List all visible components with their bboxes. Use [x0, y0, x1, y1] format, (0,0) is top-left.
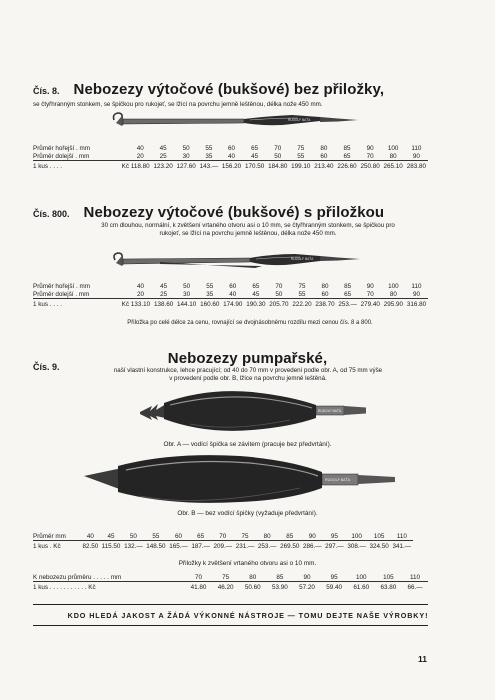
- table-cell: 90: [366, 144, 374, 152]
- extension-dia-label: K nebozezu průměru . . . . . mm: [33, 573, 122, 581]
- price-cell: 187.—: [190, 541, 212, 552]
- table-cell: 25: [159, 152, 167, 160]
- table-cell: 90: [412, 290, 420, 298]
- table-cell: 60: [321, 290, 329, 298]
- price-cell: 148.50: [144, 541, 167, 552]
- extension-spec-table: [33, 573, 428, 592]
- price-cell: 238.70: [314, 299, 337, 310]
- table-cell: 80: [320, 144, 328, 152]
- price-cell: 222.20: [290, 299, 313, 310]
- caption-a: Obr. A — vodící špička se závitem (pracuje bez předvrtání).: [163, 441, 332, 448]
- auger-a-stamp: RUDOLF BAŤA: [318, 409, 342, 413]
- price-cell: 63.80: [375, 582, 402, 593]
- table-cell: 65: [343, 152, 351, 160]
- table-cell: 110: [396, 532, 407, 540]
- table-cell: 60: [228, 144, 236, 152]
- price-cell: 209.—: [212, 541, 234, 552]
- table-cell: 25: [160, 290, 168, 298]
- extension-price-label: 1 kus . . . . . . . . . . . Kč: [33, 582, 185, 593]
- table-cell: 65: [197, 532, 205, 540]
- price-cell: 156.20: [220, 161, 243, 172]
- table-cell: 70: [275, 282, 283, 290]
- table-cell: 90: [303, 573, 311, 581]
- table-cell: 80: [389, 290, 397, 298]
- price-cell: 170.50: [243, 161, 266, 172]
- table-cell: 55: [206, 282, 214, 290]
- table-cell: 75: [297, 144, 305, 152]
- price-cell: 199.10: [289, 161, 312, 172]
- table-cell: 75: [298, 282, 306, 290]
- table-cell: 110: [411, 282, 422, 290]
- price-cell: 308.—: [346, 541, 368, 552]
- section2-desc-line2: rukojeť, se lžící na povrchu jemně leštěnou, délka nože 450 mm.: [159, 230, 337, 238]
- section2-title: Nebozezy výtočové (bukšové) s přiložkou: [83, 204, 385, 221]
- table-cell: 55: [298, 290, 306, 298]
- table-cell: 90: [308, 532, 316, 540]
- price-cell: 265.10: [382, 161, 405, 172]
- table-cell: 110: [411, 144, 422, 152]
- table-cell: 40: [229, 290, 237, 298]
- table-cell: 95: [330, 573, 338, 581]
- price-cell: 250.80: [359, 161, 382, 172]
- price-cell: 59.40: [321, 582, 348, 593]
- price-cell: 253.—: [256, 541, 278, 552]
- footer-slogan: KDO HLEDÁ JAKOST A ŽÁDÁ VÝKONNÉ NÁSTROJE — TOMU DEJTE NAŠE VÝROBKY!: [67, 611, 429, 620]
- table-cell: 85: [276, 573, 284, 581]
- section3-title: Nebozezy pumpařské,: [167, 350, 328, 367]
- table-cell: 85: [344, 282, 352, 290]
- price-label-text: 1 kus . . . .: [33, 163, 63, 170]
- table-cell: 65: [252, 282, 260, 290]
- table-cell: 45: [159, 144, 167, 152]
- section2-note: Přiložka po celé délce za cenu, rovnající se dvojnásobnému rozdílu mezi cenou čís. 8 a 800.: [127, 320, 373, 326]
- section1-tool-stamp: RUDOLF BAŤA: [288, 118, 311, 122]
- table-cell: 105: [373, 532, 385, 540]
- price-cell: 160.60: [198, 299, 221, 310]
- table-cell: 45: [251, 152, 259, 160]
- price-cell: 226.60: [335, 161, 358, 172]
- price-label-text: 1 kus . . . .: [33, 301, 63, 308]
- table-cell: 55: [297, 152, 305, 160]
- price-cell: 143.—: [198, 161, 220, 172]
- auger-b-stamp: RUDOLF BAŤA: [325, 478, 351, 482]
- section1-lower-label: Průměr dolejší . mm: [33, 152, 90, 160]
- table-cell: 50: [183, 282, 191, 290]
- table-cell: 45: [252, 290, 260, 298]
- page-number: 11: [418, 654, 427, 664]
- section3-desc-line2: v provedení podle obr. B, lžíce na povrchu jemně leštěná.: [169, 375, 327, 383]
- price-cell: 213.40: [312, 161, 335, 172]
- price-cell: 279.40: [359, 299, 382, 310]
- section3-spec-table: [33, 532, 413, 551]
- table-cell: 110: [409, 573, 421, 581]
- table-cell: 85: [286, 532, 294, 540]
- price-cell: 66.—: [402, 582, 428, 593]
- price-cell: 61.60: [348, 582, 375, 593]
- price-cell: 231.—: [234, 541, 256, 552]
- table-cell: 80: [263, 532, 271, 540]
- table-cell: 55: [205, 144, 213, 152]
- price-cell: 269.50: [278, 541, 301, 552]
- table-cell: 95: [330, 532, 338, 540]
- price-cell: 324.50: [368, 541, 391, 552]
- price-cell: 316.80: [405, 299, 428, 310]
- section3-price-row: [33, 541, 413, 552]
- table-cell: 80: [321, 282, 329, 290]
- table-cell: 65: [344, 290, 352, 298]
- section3-desc-line1: naší vlastní konstrukce, lehce pracující; od 40 do 70 mm v provedení podle obr. A, od 75 mm výše: [113, 367, 383, 374]
- section3-dia-label: Průměr mm: [33, 532, 66, 540]
- section2-lower-label: Průměr dolejší . mm: [33, 290, 90, 298]
- section1-number: Čís. 8.: [33, 86, 60, 96]
- table-cell: 80: [249, 573, 257, 581]
- price-cell: 41.80: [185, 582, 212, 593]
- section3-diameter-row: [33, 532, 413, 541]
- table-cell: 20: [136, 152, 144, 160]
- price-cell: 57.20: [294, 582, 321, 593]
- table-cell: 50: [275, 290, 283, 298]
- table-cell: 45: [160, 282, 168, 290]
- table-cell: 50: [274, 152, 282, 160]
- section2-tool-stamp: RUDOLF BAŤA: [291, 257, 314, 261]
- table-cell: 45: [107, 532, 115, 540]
- price-cell: 165.—: [167, 541, 189, 552]
- extension-title: Přiložky k zvětšení vrtaného otvoru asi o 10 mm.: [178, 560, 317, 567]
- table-cell: 40: [136, 144, 144, 152]
- table-cell: 70: [195, 573, 203, 581]
- section1-upper-label: Průměr hořejší . mm: [33, 144, 91, 152]
- price-cell: 184.80: [266, 161, 289, 172]
- footer-rule-top: [33, 604, 428, 605]
- section3-price-label: 1 kus . Kč: [33, 541, 81, 552]
- table-cell: 80: [389, 152, 397, 160]
- price-cell: 118.80: [129, 161, 152, 172]
- table-cell: 35: [205, 152, 213, 160]
- price-cell: 123.20: [152, 161, 175, 172]
- price-unit: Kč: [121, 301, 129, 308]
- table-cell: 60: [174, 532, 182, 540]
- table-cell: 100: [387, 144, 399, 152]
- table-cell: 60: [229, 282, 237, 290]
- table-cell: 40: [137, 282, 145, 290]
- section3-number-text: Čís. 9.: [33, 362, 60, 372]
- table-cell: 100: [351, 532, 362, 540]
- price-cell: 50.60: [239, 582, 266, 593]
- table-cell: 30: [183, 290, 191, 298]
- section2-upper-label: Průměr hořejší . mm: [33, 282, 91, 290]
- table-cell: 55: [152, 532, 160, 540]
- price-cell: 283.80: [405, 161, 428, 172]
- price-cell: 138.60: [152, 299, 175, 310]
- price-unit: Kč: [121, 163, 129, 170]
- table-cell: 100: [388, 282, 399, 290]
- table-cell: 105: [383, 573, 394, 581]
- extension-price-row: [33, 582, 428, 593]
- price-cell: 82.50: [81, 541, 100, 552]
- price-cell: 46.20: [212, 582, 239, 593]
- price-cell: 190.30: [244, 299, 267, 310]
- price-cell: 132.—: [122, 541, 144, 552]
- table-cell: 65: [251, 144, 259, 152]
- price-cell: 115.50: [100, 541, 122, 552]
- table-cell: 35: [206, 290, 214, 298]
- table-cell: 75: [241, 532, 249, 540]
- price-cell: 297.—: [323, 541, 345, 552]
- table-cell: 40: [86, 532, 94, 540]
- price-cell: 174.90: [221, 299, 244, 310]
- table-cell: 50: [182, 144, 190, 152]
- table-cell: 20: [137, 290, 145, 298]
- table-cell: 40: [228, 152, 236, 160]
- price-cell: 127.60: [175, 161, 198, 172]
- table-cell: 100: [356, 573, 367, 581]
- section2-number: Čís. 800.: [33, 209, 70, 219]
- extension-diameter-row: [33, 573, 428, 582]
- table-cell: 70: [366, 290, 374, 298]
- price-cell: 53.90: [266, 582, 293, 593]
- price-cell: 133.10: [129, 299, 152, 310]
- price-cell: 341.—: [391, 541, 413, 552]
- price-cell: 205.70: [267, 299, 290, 310]
- table-cell: 60: [320, 152, 328, 160]
- table-cell: 70: [219, 532, 227, 540]
- table-cell: 70: [366, 152, 374, 160]
- footer-rule-bottom: [33, 625, 428, 626]
- section2-desc-line1: 30 cm dlouhou, normální, k zvětšení vrtaného otvoru asi o 10 mm, se čtyřhranným stonkem, se špičkou pro: [101, 222, 395, 229]
- section1-title: Nebozezy výtočové (bukšové) bez přiložky,: [73, 81, 385, 98]
- price-cell: 295.90: [382, 299, 405, 310]
- price-cell: 144.10: [175, 299, 198, 310]
- table-cell: 30: [182, 152, 190, 160]
- table-cell: 70: [274, 144, 282, 152]
- table-cell: 75: [222, 573, 230, 581]
- table-cell: 90: [412, 152, 420, 160]
- section1-description: se čtyřhranným stonkem, se špičkou pro rukojeť, se lžící na povrchu jemně leštěnou, délka nože 450 mm.: [33, 101, 323, 108]
- price-cell: 253.—: [337, 299, 359, 310]
- price-cell: 286.—: [301, 541, 323, 552]
- caption-b: Obr. B — bez vodící špičky (vyžaduje předvrtání).: [177, 510, 318, 517]
- table-cell: 90: [366, 282, 374, 290]
- table-cell: 50: [129, 532, 137, 540]
- table-cell: 85: [343, 144, 351, 152]
